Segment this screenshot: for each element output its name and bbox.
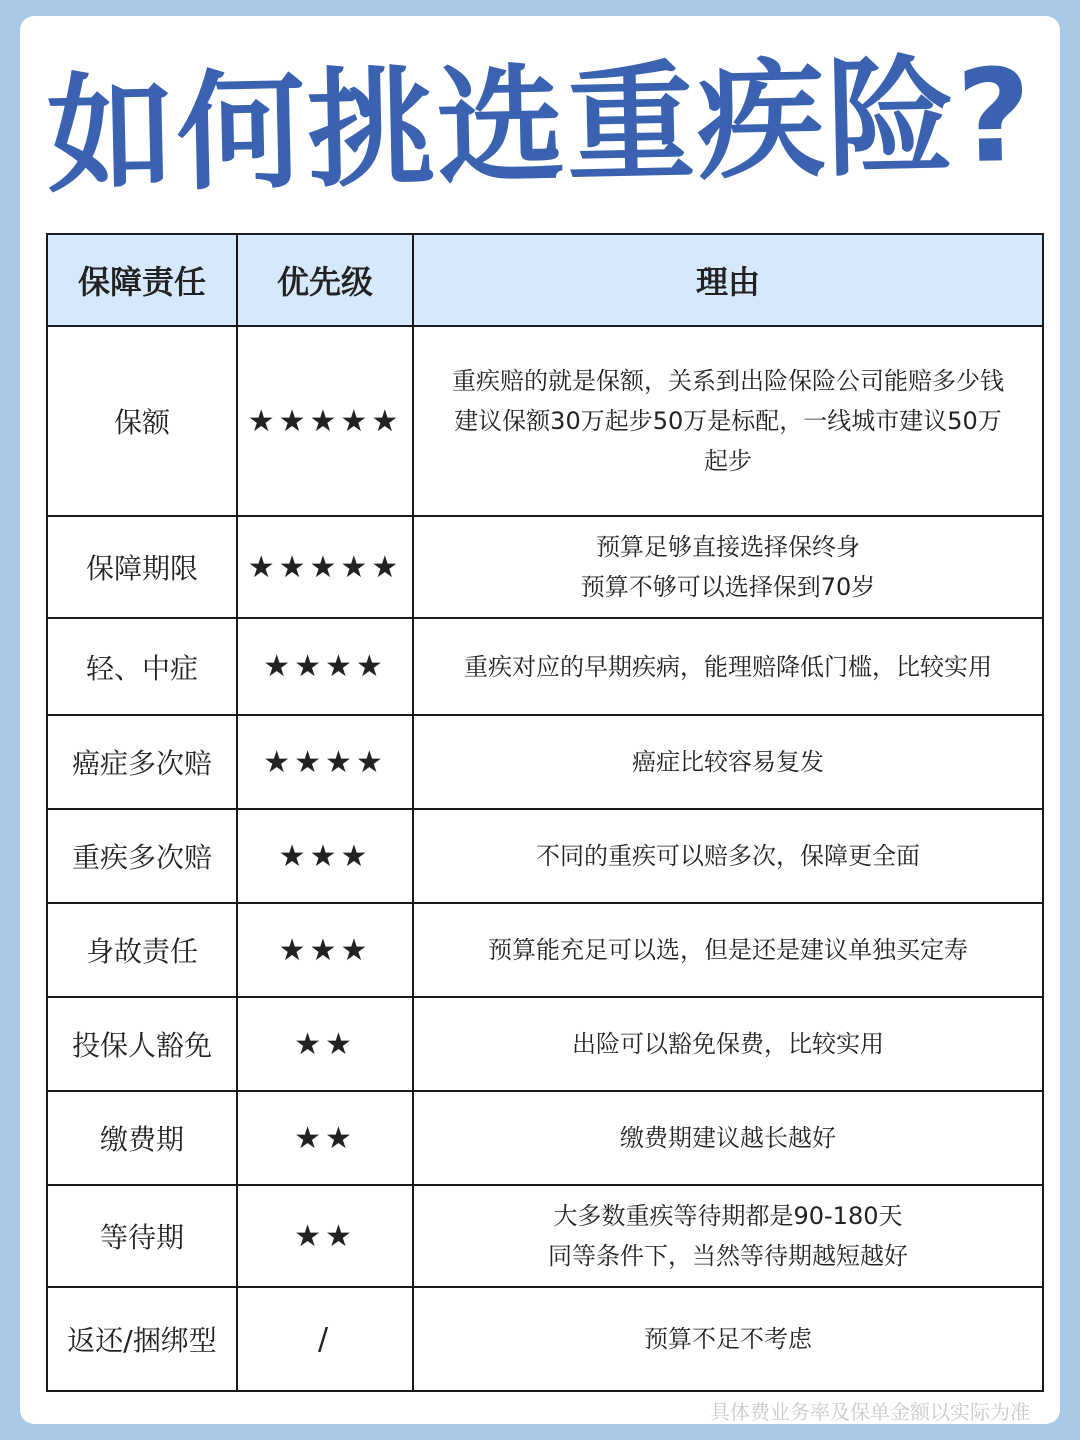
reason-line: 预算不足不考虑 bbox=[644, 1325, 812, 1353]
table-row bbox=[47, 1185, 1043, 1287]
reason-text bbox=[413, 715, 1043, 809]
reason-text bbox=[413, 516, 1043, 618]
coverage-item: 重疾多次赔 bbox=[47, 809, 237, 903]
coverage-item: 投保人豁免 bbox=[47, 997, 237, 1091]
coverage-item: 轻、中症 bbox=[47, 618, 237, 715]
header-reason: 理由 bbox=[413, 234, 1043, 326]
table-row bbox=[47, 997, 1043, 1091]
reason-text bbox=[413, 326, 1043, 516]
reason-line: 同等条件下，当然等待期越短越好 bbox=[548, 1242, 908, 1270]
reason-line: 癌症比较容易复发 bbox=[632, 748, 824, 776]
table-row bbox=[47, 715, 1043, 809]
priority-stars: ★★★★★ bbox=[237, 326, 413, 516]
table-header-row bbox=[47, 234, 1043, 326]
reason-text bbox=[413, 809, 1043, 903]
reason-line: 重疾赔的就是保额，关系到出险保险公司能赔多少钱 bbox=[452, 367, 1004, 395]
reason-line: 起步 bbox=[704, 447, 752, 475]
reason-line: 预算足够直接选择保终身 bbox=[596, 533, 860, 561]
reason-line: 大多数重疾等待期都是90-180天 bbox=[553, 1202, 903, 1230]
table-row bbox=[47, 618, 1043, 715]
reason-line: 建议保额30万起步50万是标配，一线城市建议50万 bbox=[454, 407, 1002, 435]
priority-stars: ★★ bbox=[237, 1091, 413, 1185]
page-title: 如何挑选重疾险? bbox=[45, 41, 1035, 212]
header-coverage: 保障责任 bbox=[47, 234, 237, 326]
coverage-item: 保额 bbox=[47, 326, 237, 516]
priority-stars: / bbox=[237, 1287, 413, 1391]
reason-text bbox=[413, 903, 1043, 997]
reason-text bbox=[413, 1287, 1043, 1391]
priority-stars: ★★★★ bbox=[237, 618, 413, 715]
disclaimer-text: 具体费业务率及保单金额以实际为准 bbox=[710, 1400, 1030, 1424]
table-row bbox=[47, 1091, 1043, 1185]
table-row bbox=[47, 326, 1043, 516]
reason-line: 出险可以豁免保费，比较实用 bbox=[572, 1030, 884, 1058]
reason-line: 重疾对应的早期疾病，能理赔降低门槛，比较实用 bbox=[464, 652, 992, 681]
table-row bbox=[47, 809, 1043, 903]
priority-stars: ★★ bbox=[237, 1185, 413, 1287]
coverage-item: 身故责任 bbox=[47, 903, 237, 997]
reason-text bbox=[413, 997, 1043, 1091]
coverage-item: 保障期限 bbox=[47, 516, 237, 618]
priority-stars: ★★ bbox=[237, 997, 413, 1091]
reason-line: 预算能充足可以选，但是还是建议单独买定寿 bbox=[488, 936, 968, 964]
table-row bbox=[47, 1287, 1043, 1391]
table-row bbox=[47, 903, 1043, 997]
priority-stars: ★★★ bbox=[237, 903, 413, 997]
coverage-item: 缴费期 bbox=[47, 1091, 237, 1185]
priority-stars: ★★★★★ bbox=[237, 516, 413, 618]
reason-text bbox=[413, 1091, 1043, 1185]
reason-text bbox=[413, 618, 1043, 715]
coverage-item: 等待期 bbox=[47, 1185, 237, 1287]
table-row bbox=[47, 516, 1043, 618]
coverage-item: 癌症多次赔 bbox=[47, 715, 237, 809]
priority-stars: ★★★★ bbox=[237, 715, 413, 809]
reason-line: 缴费期建议越长越好 bbox=[620, 1124, 836, 1152]
header-priority: 优先级 bbox=[237, 234, 413, 326]
coverage-item: 返还/捆绑型 bbox=[47, 1287, 237, 1391]
reason-line: 不同的重疾可以赔多次，保障更全面 bbox=[536, 842, 920, 870]
reason-text bbox=[413, 1185, 1043, 1287]
priority-stars: ★★★ bbox=[237, 809, 413, 903]
comparison-table bbox=[46, 233, 1044, 1392]
reason-line: 预算不够可以选择保到70岁 bbox=[580, 573, 876, 601]
